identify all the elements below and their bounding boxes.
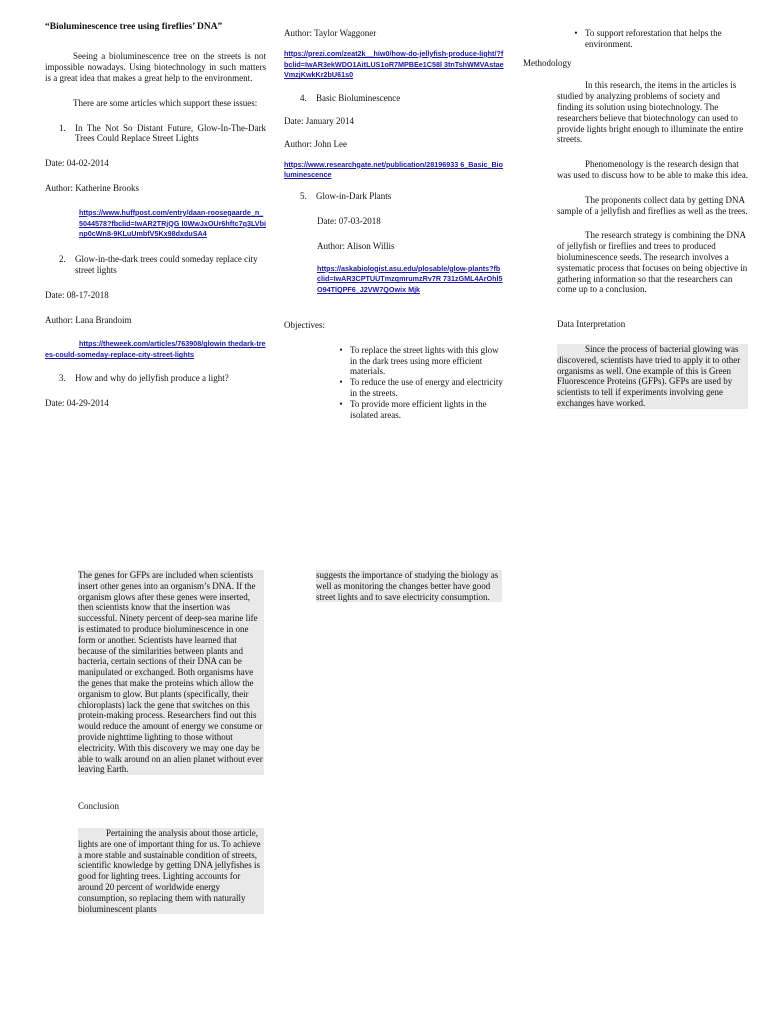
column-3 [523,28,748,409]
article-title-1: In The Not So Distant Future, Glow-In-The-Dark Trees Could Replace Street Lights [75,122,266,144]
objective-item: • To provide more efficient lights in the isolated areas. [339,398,487,420]
article-date-3: Date: 04-29-2014 [45,397,109,408]
article-date-5: Date: 07-03-2018 [317,215,381,226]
article-author-2: Author: Lana Brandoim [45,314,132,325]
methodology-heading: Methodology [523,57,572,68]
intro-paragraph: Seeing a bioluminescence tree on the streets is not impossible nowadays. Using biotechnology in such matters is a great idea that makes a great help to the environment. [45,51,266,83]
article-link-5[interactable]: https://askabiologist.asu.edu/plosable/glow-plants?fbclid=IwAR3CPTUUTmzqmrumzRv7R 731zGML4ArOhl5O94TlQPF6_J2VW7QOwix Mjk [317,263,503,295]
article-link-3[interactable]: https://prezi.com/zeat2k__hiw0/how-do-jellyfish-produce-light/?fbclid=IwAR3ekWDO1AitLUS1oR7MPBEe1C58l 3tnTshWMVAstaeVmzjKwkKr2bU61s0 [284,48,504,80]
column-1 [45,22,266,409]
document-title: “Bioluminescence tree using fireflies’ DNA” [45,22,223,32]
article-date-1: Date: 04-02-2014 [45,158,109,169]
article-author-1: Author: Katherine Brooks [45,182,139,193]
conclusion-paragraph: Pertaining the analysis about those article, lights are one of important thing for us. To achieve a more stable and sustainable condition of streets, scientific knowledge by getting DNA jellyfishes is good for lighting trees. Lighting accounts for around 20 percent of worldwide energy consumption, so replacing them with naturally bioluminescent plants [78,828,264,914]
methodology-paragraph-1: In this research, the items in the articles is studied by analyzing problems of society and finding its solution using biotechnology. The researchers believe that biotechnology can used to provide lights bright enough to illuminate the entire streets. [557,80,744,145]
methodology-paragraph-4: The research strategy is combining the DNA of jellyfish or fireflies and trees to produced bioluminescence seeds. The research involves a systematic process that focuses on being objective in gathering information so that the researchers can come up to a conclusion. [557,230,748,295]
article-title-2: Glow-in-the-dark trees could someday replace city street lights [75,254,258,275]
article-title-3: How and why do jellyfish produce a light? [75,372,229,383]
article-link-2[interactable]: https://theweek.com/articles/763908/glowin thedark-trees-could-someday-replace-city-street-lights [45,339,266,360]
article-date-4: Date: January 2014 [284,115,354,126]
data-interpretation-paragraph: Since the process of bacterial glowing was discovered, scientists have tried to apply it to other organisms as well. One example of this is Green Fluorescence Proteins (GFPs). GFPs are used by scientists to tell if experiments involving gene exchanges have worked. [557,344,748,409]
article-item-3: 3. How and why do jellyfish produce a light? [59,372,229,383]
lower-column-2 [316,570,502,602]
methodology-body [523,80,748,295]
objectives-heading: Objectives: [284,319,325,330]
lower-column-1 [78,570,264,914]
conclusion-heading: Conclusion [78,801,120,812]
methodology-paragraph-3: The proponents collect data by getting DNA sample of a jellyfish and fireflies as well as the trees. [557,194,748,216]
article-item-1: 1. In The Not So Distant Future, Glow-In-The-Dark Trees Could Replace Street Lights [59,122,266,144]
data-interpretation-heading: Data Interpretation [557,319,626,330]
objective-item: • To replace the street lights with this glow in the dark trees using more efficient materials. [339,344,499,377]
gfp-paragraph: The genes for GFPs are included when scientists insert other genes into an organism’s DNA. If the organism glows after these genes were inserted, then scientists know that the insertion was successful. Ninety percent of deep-sea marine life is estimated to produce bioluminescence in one form or another. Scientists have learned that because of the similarities between plants and bacteria, certain sections of their DNA can be manipulated or exchanged. Both organisms have the genes that make the proteins which allow the organism to glow. But plants (specifically, their chloroplasts) lack the gene that switches on this protein-making process. Researchers find out this would reduce the amount of energy we consume or provide nighttime lighting to those without electricity. With this discovery we may one day be able to walk around on an alien planet without ever leaving Earth. [78,570,263,775]
article-item-4: 4. Basic Bioluminescence [300,93,401,104]
methodology-paragraph-2: Phenomenology is the research design that was used to discuss how to be able to make this idea. [557,159,748,180]
article-link-4[interactable]: https://www.researchgate.net/publication/28196933 6_Basic_Bioluminescence [284,159,504,180]
article-author-3: Author: Taylor Waggoner [284,28,377,38]
objective-item: • To reduce the use of energy and electricity in the streets. [339,377,503,398]
article-item-5: 5. Glow-in-Dark Plants [300,191,392,202]
column-2 [284,28,504,420]
conclusion-continued: suggests the importance of studying the biology as well as monitoring the changes better have good street lights and to save electricity consumption. [316,570,502,602]
article-title-4: Basic Bioluminescence [316,93,401,104]
article-author-5: Author: Alison Willis [317,240,395,251]
support-paragraph: There are some articles which support these issues: [73,97,258,108]
article-title-5: Glow-in-Dark Plants [316,191,392,202]
article-author-4: Author: John Lee [284,138,347,149]
reforestation-bullet: • To support reforestation that helps the environment. [574,28,722,49]
article-date-2: Date: 08-17-2018 [45,289,109,300]
objectives-list [284,345,504,421]
article-link-1[interactable]: https://www.huffpost.com/entry/daan-roosegaarde_n_5044578?fbclid=IwAR2TRjQG l0WwJxOUr6hftc7q3LVbinp0cWn8-9KLuUmbfV5Kx98dxduSA4 [79,207,266,239]
article-item-2: 2. Glow-in-the-dark trees could someday replace city street lights [45,254,266,276]
